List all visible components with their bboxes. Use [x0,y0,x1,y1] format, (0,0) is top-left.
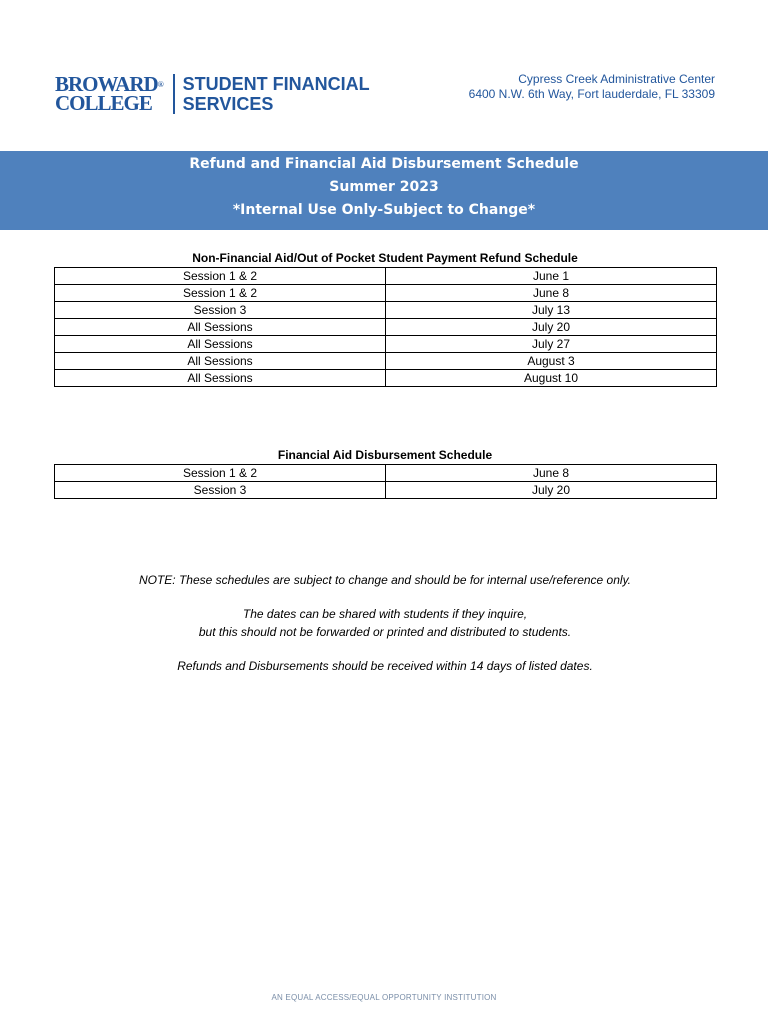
disbursement-table-title: Financial Aid Disbursement Schedule [277,448,493,462]
department-line-1: STUDENT FINANCIAL [182,74,370,94]
logo-line-1: BROWARD [55,72,158,96]
logo-wordmark [55,72,164,115]
refund-table-row [55,285,717,302]
date-cell: July 20 [386,319,717,336]
banner-term: Summer 2023 [329,179,439,195]
page-header [0,0,768,150]
date-cell: August 10 [386,370,717,387]
address-line-1: Cypress Creek Administrative Center [518,72,715,86]
note-sharing [54,605,716,641]
refund-table-body [55,268,717,387]
address-line-2: 6400 N.W. 6th Way, Fort lauderdale, FL 33309 [468,87,715,101]
title-banner [0,151,768,230]
session-cell: Session 1 & 2 [55,465,386,482]
note-timing: Refunds and Disbursements should be received within 14 days of listed dates. [177,659,593,673]
refund-table-row [55,370,717,387]
disbursement-table-row [55,482,717,499]
session-cell: All Sessions [55,370,386,387]
session-cell: All Sessions [55,353,386,370]
date-cell: July 20 [386,482,717,499]
note-sharing-line-1: The dates can be shared with students if they inquire, [242,607,528,621]
date-cell: June 8 [386,285,717,302]
session-cell: All Sessions [55,319,386,336]
department-line-2: SERVICES [182,94,274,114]
note-sharing-line-2: but this should not be forwarded or printed and distributed to students. [198,625,572,639]
refund-table-row [55,302,717,319]
refund-table-row [55,353,717,370]
disbursement-schedule-table [54,464,717,499]
date-cell: July 13 [386,302,717,319]
broward-college-logo [55,72,370,116]
refund-table-row [55,336,717,353]
date-cell: June 1 [386,268,717,285]
footer-statement: AN EQUAL ACCESS/EQUAL OPPORTUNITY INSTITUTION [271,993,497,1002]
banner-notice: *Internal Use Only-Subject to Change* [232,202,536,218]
logo-line-2: COLLEGE [55,91,152,115]
date-cell: June 8 [386,465,717,482]
banner-title: Refund and Financial Aid Disbursement Schedule [189,156,579,172]
refund-table-row [55,268,717,285]
department-name [183,74,370,114]
notes-section [54,571,716,691]
refund-schedule-table [54,267,717,387]
session-cell: Session 1 & 2 [55,268,386,285]
logo-divider [173,74,175,114]
disbursement-table-row [55,465,717,482]
session-cell: Session 3 [55,302,386,319]
refund-table-title: Non-Financial Aid/Out of Pocket Student Payment Refund Schedule [192,251,578,265]
refund-table-row [55,319,717,336]
session-cell: Session 3 [55,482,386,499]
date-cell: July 27 [386,336,717,353]
date-cell: August 3 [386,353,717,370]
disbursement-table-body [55,465,717,499]
note-internal-use: NOTE: These schedules are subject to change and should be for internal use/reference only. [138,573,632,587]
session-cell: All Sessions [55,336,386,353]
session-cell: Session 1 & 2 [55,285,386,302]
office-address [469,72,715,102]
trademark-symbol: ® [157,80,164,89]
